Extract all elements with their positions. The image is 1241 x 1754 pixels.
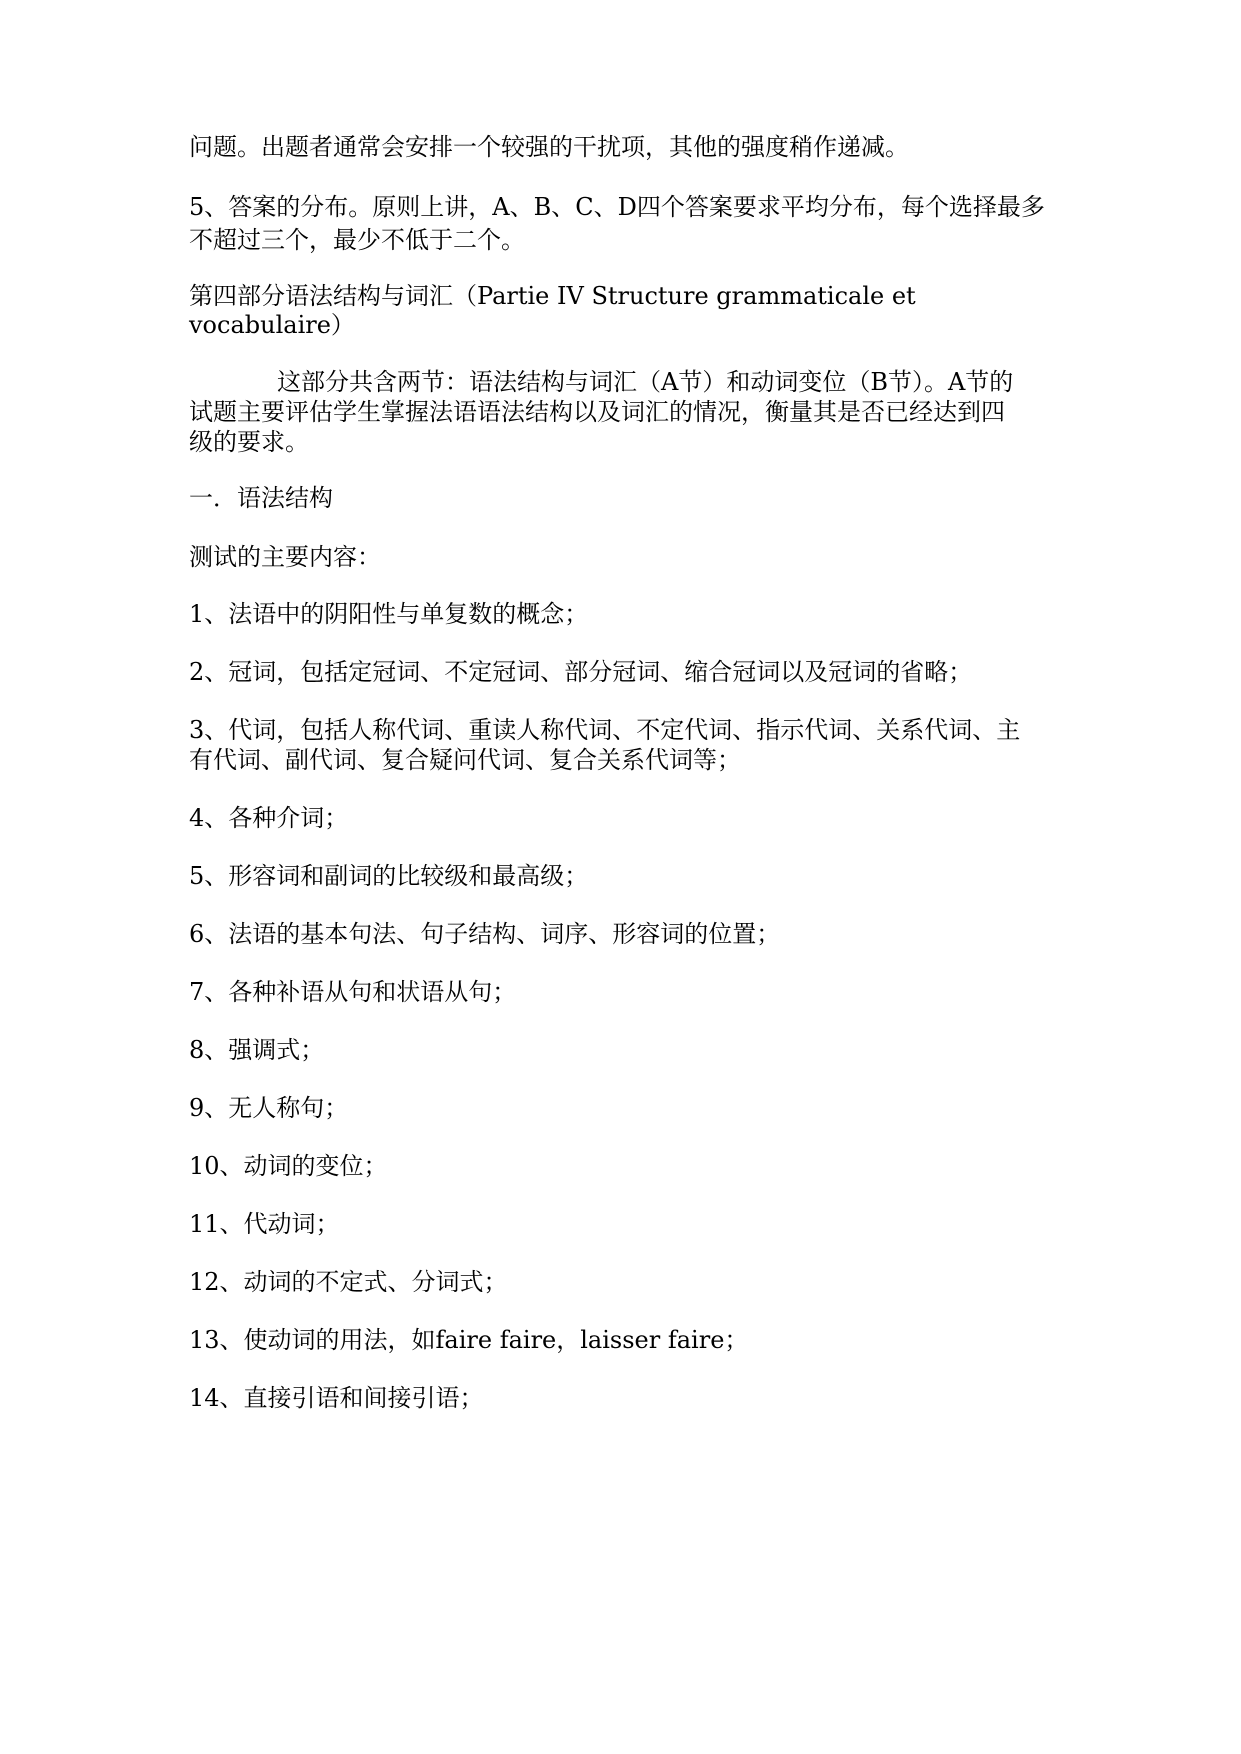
paragraph-line: 测试的主要内容： [189, 543, 381, 571]
list-item: 11、代动词； [189, 1210, 340, 1238]
list-item: 5、形容词和副词的比较级和最高级； [189, 862, 589, 890]
paragraph-line: 级的要求。 [189, 428, 309, 456]
list-item: 1、法语中的阴阳性与单复数的概念； [189, 600, 589, 628]
paragraph-line: 问题。出题者通常会安排一个较强的干扰项，其他的强度稍作递减。 [189, 133, 909, 161]
section-heading: vocabulaire） [189, 311, 355, 339]
list-item: 8、强调式； [189, 1036, 325, 1064]
list-item: 12、动词的不定式、分词式； [189, 1268, 508, 1296]
list-item: 3、代词，包括人称代词、重读人称代词、不定代词、指示代词、关系代词、主 [189, 716, 1021, 744]
paragraph-line: 不超过三个，最少不低于二个。 [189, 226, 525, 254]
list-item: 6、法语的基本句法、句子结构、词序、形容词的位置； [189, 920, 781, 948]
list-item: 13、使动词的用法，如faire faire，laisser faire； [189, 1326, 749, 1354]
list-item: 10、动词的变位； [189, 1152, 388, 1180]
paragraph-line: 5、答案的分布。原则上讲，A、B、C、D四个答案要求平均分布，每个选择最多 [189, 193, 1045, 221]
list-item: 7、各种补语从句和状语从句； [189, 978, 517, 1006]
paragraph-line: 这部分共含两节：语法结构与词汇（A节）和动词变位（B节）。A节的 [277, 368, 1014, 396]
list-item: 14、直接引语和间接引语； [189, 1384, 484, 1412]
section-heading: 第四部分语法结构与词汇（Partie IV Structure grammaticale et [189, 282, 916, 310]
subsection-heading: 一．语法结构 [189, 484, 333, 512]
list-item: 有代词、副代词、复合疑问代词、复合关系代词等； [189, 746, 741, 774]
list-item: 2、冠词，包括定冠词、不定冠词、部分冠词、缩合冠词以及冠词的省略； [189, 658, 973, 686]
list-item: 4、各种介词； [189, 804, 349, 832]
paragraph-line: 试题主要评估学生掌握法语语法结构以及词汇的情况，衡量其是否已经达到四 [189, 398, 1005, 426]
list-item: 9、无人称句； [189, 1094, 349, 1122]
